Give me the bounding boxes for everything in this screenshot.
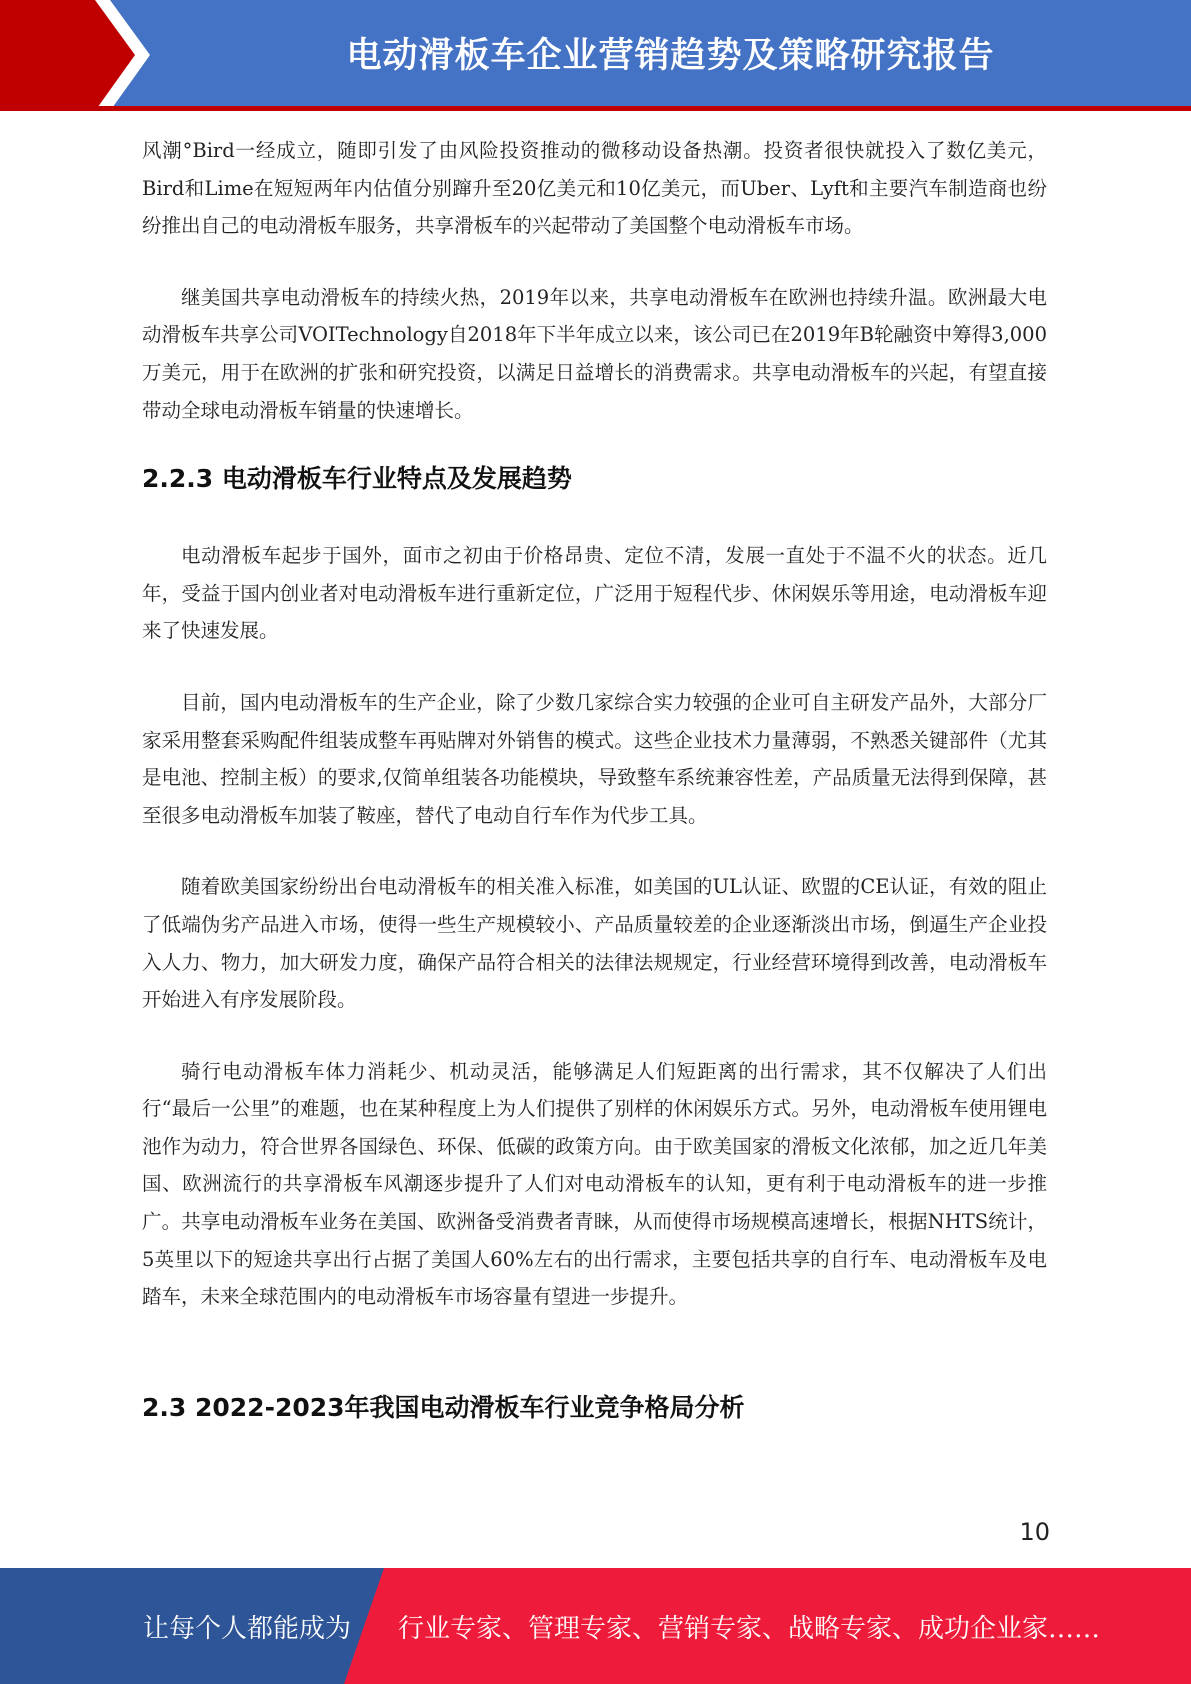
paragraph: 电动滑板车起步于国外，面市之初由于价格昂贵、定位不清，发展一直处于不温不火的状态。近几年，受益于国内创业者对电动滑板车进行重新定位，广泛用于短程代步、休闲娱乐等用途，电动滑板车迎来了快速发展。 bbox=[142, 544, 1047, 643]
paragraph: 随着欧美国家纷纷出台电动滑板车的相关准入标准，如美国的UL认证、欧盟的CE认证，有效的阻止了低端伪劣产品进入市场，使得一些生产规模较小、产品质量较差的企业逐渐淡出市场，倒逼生产企业投入人力、物力，加大研发力度，确保产品符合相关的法律法规规定，行业经营环境得到改善，电动滑板车开始进入有序发展阶段。 bbox=[142, 875, 1047, 1012]
page-footer bbox=[0, 1568, 1191, 1684]
paragraph: 继美国共享电动滑板车的持续火热，2019年以来，共享电动滑板车在欧洲也持续升温。欧洲最大电动滑板车共享公司VOITechnology自2018年下半年成立以来，该公司已在2019年B轮融资中筹得3,000万美元，用于在欧洲的扩张和研究投资，以满足日益增长的消费需求。共享电动滑板车的兴起，有望直接带动全球电动滑板车销量的快速增长。 bbox=[142, 285, 1047, 422]
section-heading-2-2-3: 2.2.3 电动滑板车行业特点及发展趋势 bbox=[142, 464, 572, 494]
section-heading-2-3: 2.3 2022-2023年我国电动滑板车行业竞争格局分析 bbox=[142, 1392, 745, 1422]
document-body bbox=[142, 132, 1047, 1428]
page-number: 10 bbox=[1019, 1518, 1050, 1546]
page-header bbox=[0, 0, 1191, 111]
header-title: 电动滑板车企业营销趋势及策略研究报告 bbox=[346, 36, 995, 76]
paragraph: 风潮°Bird一经成立，随即引发了由风险投资推动的微移动设备热潮。投资者很快就投入了数亿美元，Bird和Lime在短短两年内估值分别蹿升至20亿美元和10亿美元，而Uber、Lyft和主要汽车制造商也纷纷推出自己的电动滑板车服务，共享滑板车的兴起带动了美国整个电动滑板车市场。 bbox=[142, 139, 1047, 238]
paragraph: 骑行电动滑板车体力消耗少、机动灵活，能够满足人们短距离的出行需求，其不仅解决了人们出行“最后一公里”的难题，也在某种程度上为人们提供了别样的休闲娱乐方式。另外，电动滑板车使用锂电池作为动力，符合世界各国绿色、环保、低碳的政策方向。由于欧美国家的滑板文化浓郁，加之近几年美国、欧洲流行的共享滑板车风潮逐步提升了人们对电动滑板车的认知，更有利于电动滑板车的进一步推广。共享电动滑板车业务在美国、欧洲备受消费者青睐，从而使得市场规模高速增长，根据NHTS统计，5英里以下的短途共享出行占据了美国人60%左右的出行需求，主要包括共享的自行车、电动滑板车及电踏车，未来全球范围内的电动滑板车市场容量有望进一步提升。 bbox=[142, 1059, 1047, 1309]
paragraph: 目前，国内电动滑板车的生产企业，除了少数几家综合实力较强的企业可自主研发产品外，大部分厂家采用整套采购配件组装成整车再贴牌对外销售的模式。这些企业技术力量薄弱，不熟悉关键部件（尤其是电池、控制主板）的要求,仅简单组装各功能模块，导致整车系统兼容性差，产品质量无法得到保障，甚至很多电动滑板车加装了鞍座，替代了电动自行车作为代步工具。 bbox=[142, 690, 1047, 827]
footer-slogan-left: 让每个人都能成为 bbox=[143, 1613, 352, 1644]
footer-slogan-right: 行业专家、管理专家、营销专家、战略专家、成功企业家…… bbox=[398, 1613, 1101, 1644]
